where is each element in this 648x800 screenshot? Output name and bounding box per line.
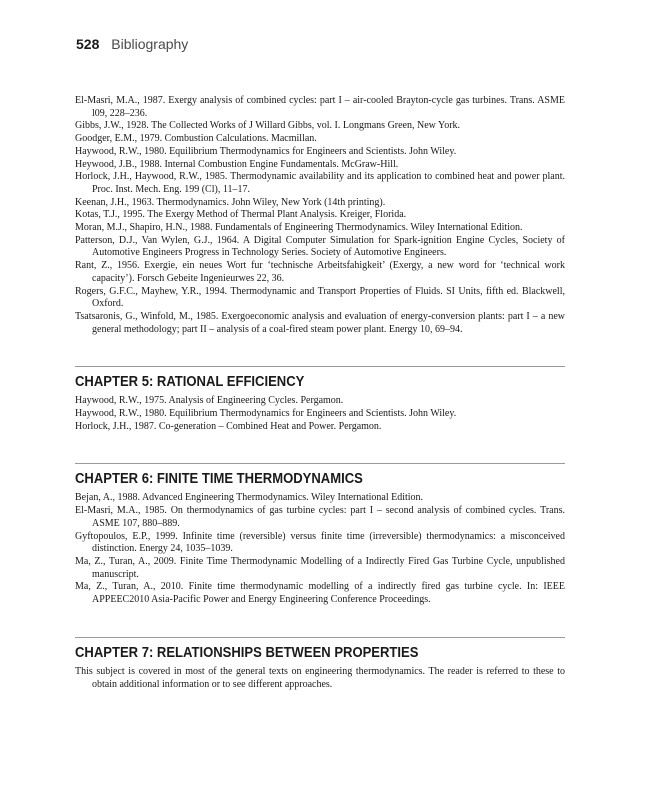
chapter-7-section: [75, 637, 565, 691]
reference-entry: El-Masri, M.A., 1987. Exergy analysis of combined cycles: part I – air-cooled Brayton-cycle gas turbines. Trans. ASME l09, 228–236.: [75, 95, 565, 119]
reference-entry: Gyftopoulos, E.P., 1999. Infinite time (reversible) versus finite time (irreversible) thermodynamics: a misconceived distinction. Energy 24, 1035–1039.: [75, 530, 565, 555]
page-number: 528: [76, 36, 100, 52]
reference-entry: Haywood, R.W., 1980. Equilibrium Thermodynamics for Engineers and Scientists. John Wiley.: [75, 145, 457, 157]
reference-entry: Tsatsaronis, G., Winfold, M., 1985. Exergoeconomic analysis and evaluation of energy-conversion plants: part I – a new general methodology; part II – analysis of a coal-fired steam power plant. Energy 10, 69–94.: [75, 310, 565, 335]
reference-entry: Haywood, R.W., 1975. Analysis of Engineering Cycles. Pergamon.: [75, 395, 344, 407]
reference-entry: El-Masri, M.A., 1985. On thermodynamics of gas turbine cycles: part I – second analysis of combined cycles. Trans. ASME 107, 880–889.: [75, 505, 565, 529]
reference-entry: Patterson, D.J., Van Wylen, G.J., 1964. A Digital Computer Simulation for Spark-ignition Engine Cycles, Society of Automotive Engineers Progress in Technology Series. Society of Automotive Engineers.: [75, 234, 565, 259]
section-divider: [75, 463, 565, 464]
reference-entry: Kotas, T.J., 1995. The Exergy Method of Thermal Plant Analysis. Kreiger, Florida.: [75, 209, 407, 221]
chapter-7-text: This subject is covered in most of the general texts on engineering thermodynamics. The reader is referred to these to obtain additional information or to see different approaches.: [75, 665, 565, 690]
page-header: [76, 34, 188, 54]
reference-entry: Haywood, R.W., 1980. Equilibrium Thermodynamics for Engineers and Scientists. John Wiley.: [75, 408, 457, 420]
reference-entry: Rogers, G.F.C., Mayhew, Y.R., 1994. Thermodynamic and Transport Properties of Fluids. SI Units, fifth ed. Blackwell, Oxford.: [75, 285, 565, 310]
reference-entry: Gibbs, J.W., 1928. The Collected Works of J Willard Gibbs, vol. I. Longmans Green, New York.: [75, 120, 461, 132]
reference-entry: Heywood, J.B., 1988. Internal Combustion Engine Fundamentals. McGraw-Hill.: [75, 158, 399, 170]
chapter-6-section: [75, 463, 565, 606]
reference-entry: Horlock, J.H., Haywood, R.W., 1985. Thermodynamic availability and its application to combined heat and power plant. Proc. Inst. Mech. Eng. 199 (Cl), 11–17.: [75, 171, 565, 195]
running-head: Bibliography: [111, 36, 189, 52]
reference-list: [75, 95, 565, 336]
reference-entry: Ma, Z., Turan, A., 2009. Finite Time Thermodynamic Modelling of a Indirectly Fired Gas Turbine Cycle, unpublished manuscript.: [75, 555, 565, 580]
reference-entry: Moran, M.J., Shapiro, H.N., 1988. Fundamentals of Engineering Thermodynamics. Wiley International Edition.: [75, 222, 523, 234]
reference-entry: Horlock, J.H., 1987. Co-generation – Combined Heat and Power. Pergamon.: [75, 420, 382, 432]
chapter-6-title: CHAPTER 6: FINITE TIME THERMODYNAMICS: [75, 471, 363, 488]
chapter-5-title: CHAPTER 5: RATIONAL EFFICIENCY: [75, 374, 305, 391]
reference-entry: Ma, Z., Turan, A., 2010. Finite time thermodynamic modelling of a indirectly fired gas turbine cycle. In: IEEE APPEEC2010 Asia-Pacific Power and Energy Engineering Conference Proceedings.: [75, 581, 565, 606]
reference-entry: Rant, Z., 1956. Exergie, ein neues Wort fur ‘technische Arbeitsfahigkeit’ (Exergy, a new word for ‘technical work capacity’). Forsch Gebeite Ingenieurwes 22, 36.: [75, 260, 565, 284]
section-divider: [75, 366, 565, 367]
chapter-7-title: CHAPTER 7: RELATIONSHIPS BETWEEN PROPERTIES: [75, 644, 419, 661]
reference-entry: Goodger, E.M., 1979. Combustion Calculations. Macmillan.: [75, 133, 317, 145]
bibliography-content: [75, 95, 565, 691]
reference-entry: Bejan, A., 1988. Advanced Engineering Thermodynamics. Wiley International Edition.: [75, 492, 424, 504]
section-divider: [75, 637, 565, 638]
reference-entry: Keenan, J.H., 1963. Thermodynamics. John Wiley, New York (14th printing).: [75, 196, 386, 208]
chapter-5-section: [75, 366, 565, 433]
